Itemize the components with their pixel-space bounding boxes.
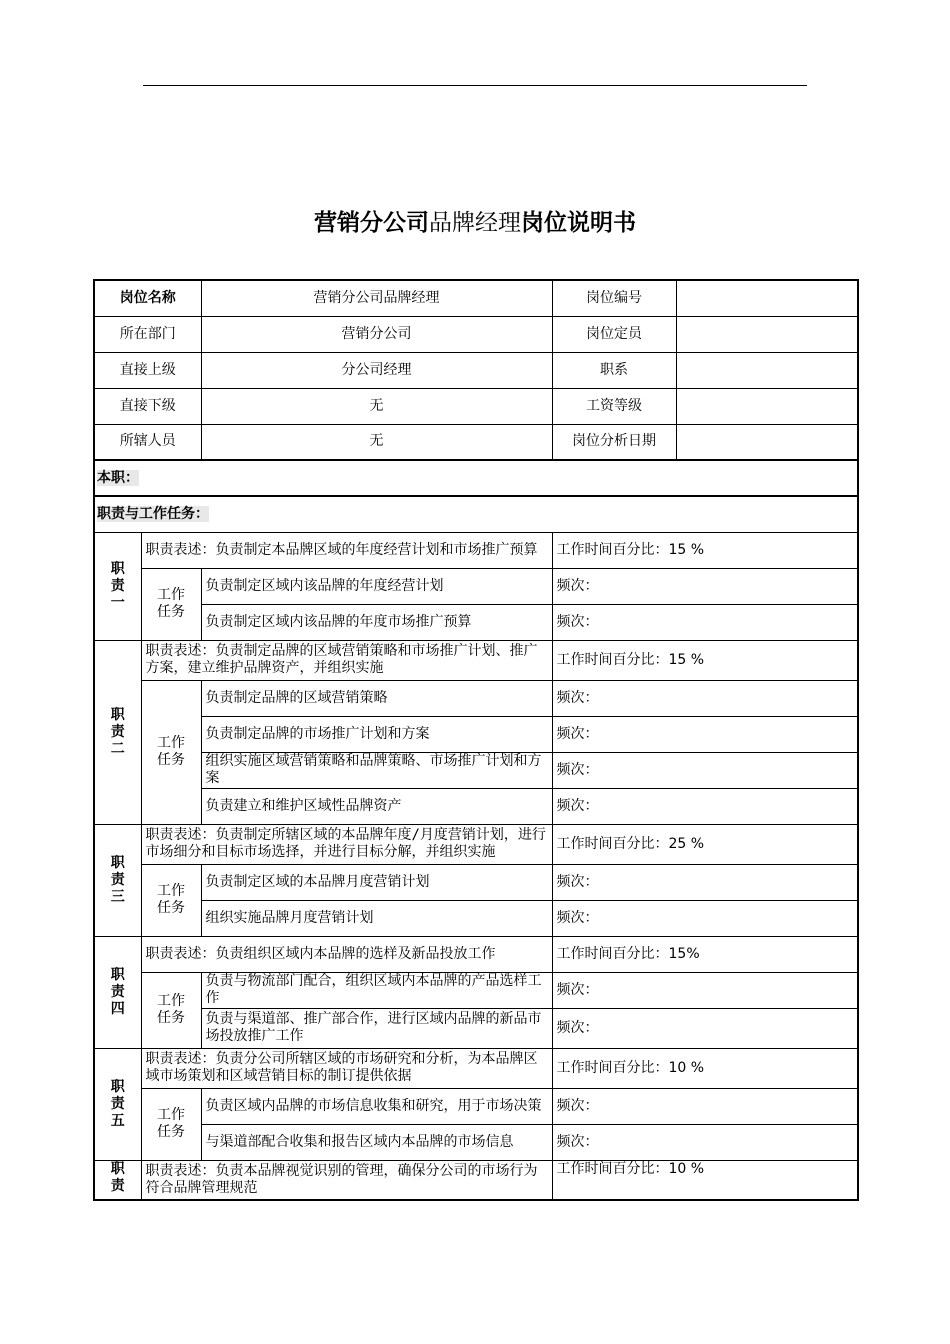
duty-1-task-row [94, 604, 858, 640]
duty-2-task-1: 负责制定品牌的区域营销策略 [201, 680, 552, 716]
duty-1-label [94, 532, 141, 640]
duty-1-description: 职责表述：负责制定本品牌区域的年度经营计划和市场推广预算 [141, 532, 552, 568]
duty-4-task-row [94, 972, 858, 1008]
duty-5-task-2-frequency: 频次： [552, 1124, 858, 1160]
info-row-dept [94, 316, 858, 352]
duty-5-task-2: 与渠道部配合收集和报告区域内本品牌的市场信息 [201, 1124, 552, 1160]
duty-4-task-label-line-1: 工 [157, 993, 171, 1009]
summary-row [94, 460, 858, 496]
duty-2-task-row [94, 788, 858, 824]
duty-2-label-char-1: 职 [110, 706, 125, 723]
duty-4-time-percent: 工作时间百分比：15% [552, 936, 858, 972]
duty-3-task-1: 负责制定区域的本品牌月度营销计划 [201, 864, 552, 900]
position-name-label: 岗位名称 [94, 280, 201, 316]
duty-3-desc-row [94, 824, 858, 864]
analysis-date-value [676, 424, 858, 460]
duty-3-label-char-2: 责 [110, 871, 125, 888]
duties-heading [94, 496, 858, 532]
summary-label-text: 本职： [97, 469, 139, 486]
duty-5-task-1: 负责区域内品牌的市场信息收集和研究，用于市场决策 [201, 1088, 552, 1124]
duty-3-task-label-line-2: 作 [171, 883, 185, 899]
duty-1-task-label-line-4: 务 [171, 604, 185, 620]
duty-2-task-row [94, 752, 858, 788]
duty-5-task-row [94, 1088, 858, 1124]
duty-1-task-label-line-2: 作 [171, 587, 185, 603]
duty-5-task-label-line-4: 务 [171, 1124, 185, 1140]
duty-4-label [94, 936, 141, 1048]
duty-5-task-label-line-3: 任 [157, 1124, 171, 1140]
title-part-doc: 岗位说明书 [521, 210, 636, 236]
title-part-position: 品牌经理 [429, 210, 521, 236]
duty-2-task-4-frequency: 频次： [552, 788, 858, 824]
department-value: 营销分公司 [201, 316, 552, 352]
duty-3-task-2-frequency: 频次： [552, 900, 858, 936]
title-part-company: 营销分公司 [314, 210, 429, 236]
duty-3-label-char-1: 职 [110, 854, 125, 871]
salary-grade-value [676, 388, 858, 424]
duty-4-task-label [141, 972, 201, 1048]
duty-4-task-label-line-3: 任 [157, 1010, 171, 1026]
duty-3-label-char-3: 三 [110, 888, 125, 905]
info-row-subordinate [94, 388, 858, 424]
headcount-value [676, 316, 858, 352]
superior-label: 直接上级 [94, 352, 201, 388]
position-code-value [676, 280, 858, 316]
duty-1-task-label-line-3: 任 [157, 604, 171, 620]
duty-2-task-4: 负责建立和维护区域性品牌资产 [201, 788, 552, 824]
duties-heading-row [94, 496, 858, 532]
duty-2-task-label-line-3: 任 [157, 752, 171, 768]
duty-2-task-label-line-4: 务 [171, 752, 185, 768]
duty-2-task-2-frequency: 频次： [552, 716, 858, 752]
duty-5-task-label-line-2: 作 [171, 1107, 185, 1123]
info-row-superior [94, 352, 858, 388]
duty-2-label-char-3: 二 [110, 740, 125, 757]
duty-4-task-1: 负责与物流部门配合，组织区域内本品牌的产品选样工作 [201, 972, 552, 1008]
duty-5-task-1-frequency: 频次： [552, 1088, 858, 1124]
duty-5-task-label-line-1: 工 [157, 1107, 171, 1123]
duty-6-desc-row [94, 1160, 858, 1200]
duty-5-label-char-1: 职 [110, 1078, 125, 1095]
duty-1-task-label [141, 568, 201, 640]
duties-heading-text: 职责与工作任务： [97, 505, 209, 522]
subordinate-value: 无 [201, 388, 552, 424]
duty-3-task-label-line-4: 务 [171, 900, 185, 916]
duty-2-label-char-2: 责 [110, 723, 125, 740]
duty-5-time-percent: 工作时间百分比：10 % [552, 1048, 858, 1088]
duty-2-desc-row [94, 640, 858, 680]
duty-2-task-label-line-1: 工 [157, 735, 171, 751]
duty-3-task-label-line-3: 任 [157, 900, 171, 916]
job-family-value [676, 352, 858, 388]
duty-4-description: 职责表述：负责组织区域内本品牌的选样及新品投放工作 [141, 936, 552, 972]
duty-1-task-1: 负责制定区域内该品牌的年度经营计划 [201, 568, 552, 604]
duty-4-task-row [94, 1008, 858, 1048]
job-description-table [93, 279, 859, 1201]
duty-5-task-label [141, 1088, 201, 1160]
staff-value: 无 [201, 424, 552, 460]
duty-1-label-char-3: 一 [110, 594, 125, 611]
duty-4-label-char-2: 责 [110, 983, 125, 1000]
duty-5-label-char-3: 五 [110, 1112, 125, 1129]
duty-3-label [94, 824, 141, 936]
duty-1-task-1-frequency: 频次： [552, 568, 858, 604]
job-family-label: 职系 [552, 352, 676, 388]
duty-5-label-char-2: 责 [110, 1095, 125, 1112]
info-row-staff [94, 424, 858, 460]
duty-4-task-2: 负责与渠道部、推广部合作，进行区域内品牌的新品市场投放推广工作 [201, 1008, 552, 1048]
duty-6-description: 职责表述：负责本品牌视觉识别的管理，确保分公司的市场行为符合品牌管理规范 [141, 1160, 552, 1200]
salary-grade-label: 工资等级 [552, 388, 676, 424]
duty-6-label-char-1: 职 [110, 1160, 125, 1177]
duty-6-time-percent: 工作时间百分比：10 % [552, 1160, 858, 1200]
header-rule [143, 85, 807, 86]
duty-5-description: 职责表述：负责分公司所辖区域的市场研究和分析，为本品牌区域市场策划和区域营销目标的制订提供依据 [141, 1048, 552, 1088]
duty-2-description: 职责表述：负责制定品牌的区域营销策略和市场推广计划、推广方案，建立维护品牌资产，并组织实施 [141, 640, 552, 680]
duty-4-task-2-frequency: 频次： [552, 1008, 858, 1048]
duty-4-task-label-line-2: 作 [171, 993, 185, 1009]
duty-1-time-percent: 工作时间百分比：15 % [552, 532, 858, 568]
duty-2-task-label [141, 680, 201, 824]
duty-2-task-3-frequency: 频次： [552, 752, 858, 788]
duty-5-task-row [94, 1124, 858, 1160]
analysis-date-label: 岗位分析日期 [552, 424, 676, 460]
duty-5-desc-row [94, 1048, 858, 1088]
summary-label [94, 460, 858, 496]
duty-2-task-row [94, 716, 858, 752]
duty-3-time-percent: 工作时间百分比：25 % [552, 824, 858, 864]
duty-1-task-2: 负责制定区域内该品牌的年度市场推广预算 [201, 604, 552, 640]
duty-4-task-label-line-4: 务 [171, 1010, 185, 1026]
duty-3-task-2: 组织实施品牌月度营销计划 [201, 900, 552, 936]
duty-1-label-char-2: 责 [110, 577, 125, 594]
duty-2-time-percent: 工作时间百分比：15 % [552, 640, 858, 680]
duty-1-desc-row [94, 532, 858, 568]
duty-4-task-1-frequency: 频次： [552, 972, 858, 1008]
duty-3-description: 职责表述：负责制定所辖区域的本品牌年度/月度营销计划，进行市场细分和目标市场选择，并进行目标分解，并组织实施 [141, 824, 552, 864]
duty-3-task-label-line-1: 工 [157, 883, 171, 899]
duty-1-task-label-line-1: 工 [157, 587, 171, 603]
position-code-label: 岗位编号 [552, 280, 676, 316]
duty-3-task-label [141, 864, 201, 936]
duty-2-task-2: 负责制定品牌的市场推广计划和方案 [201, 716, 552, 752]
subordinate-label: 直接下级 [94, 388, 201, 424]
duty-2-task-row [94, 680, 858, 716]
duty-3-task-row [94, 900, 858, 936]
duty-4-label-char-1: 职 [110, 966, 125, 983]
info-row-name [94, 280, 858, 316]
staff-label: 所辖人员 [94, 424, 201, 460]
position-name-value: 营销分公司品牌经理 [201, 280, 552, 316]
duty-6-label [94, 1160, 141, 1200]
duty-4-desc-row [94, 936, 858, 972]
duty-4-label-char-3: 四 [110, 1000, 125, 1017]
duty-1-task-2-frequency: 频次： [552, 604, 858, 640]
duty-2-label [94, 640, 141, 824]
duty-5-label [94, 1048, 141, 1160]
duty-1-task-row [94, 568, 858, 604]
duty-2-task-label-line-2: 作 [171, 735, 185, 751]
duty-3-task-1-frequency: 频次： [552, 864, 858, 900]
document-title [0, 207, 950, 239]
superior-value: 分公司经理 [201, 352, 552, 388]
duty-3-task-row [94, 864, 858, 900]
duty-6-label-char-2: 责 [110, 1177, 125, 1194]
duty-2-task-1-frequency: 频次： [552, 680, 858, 716]
headcount-label: 岗位定员 [552, 316, 676, 352]
duty-1-label-char-1: 职 [110, 560, 125, 577]
duty-2-task-3: 组织实施区域营销策略和品牌策略、市场推广计划和方案 [201, 752, 552, 788]
department-label: 所在部门 [94, 316, 201, 352]
